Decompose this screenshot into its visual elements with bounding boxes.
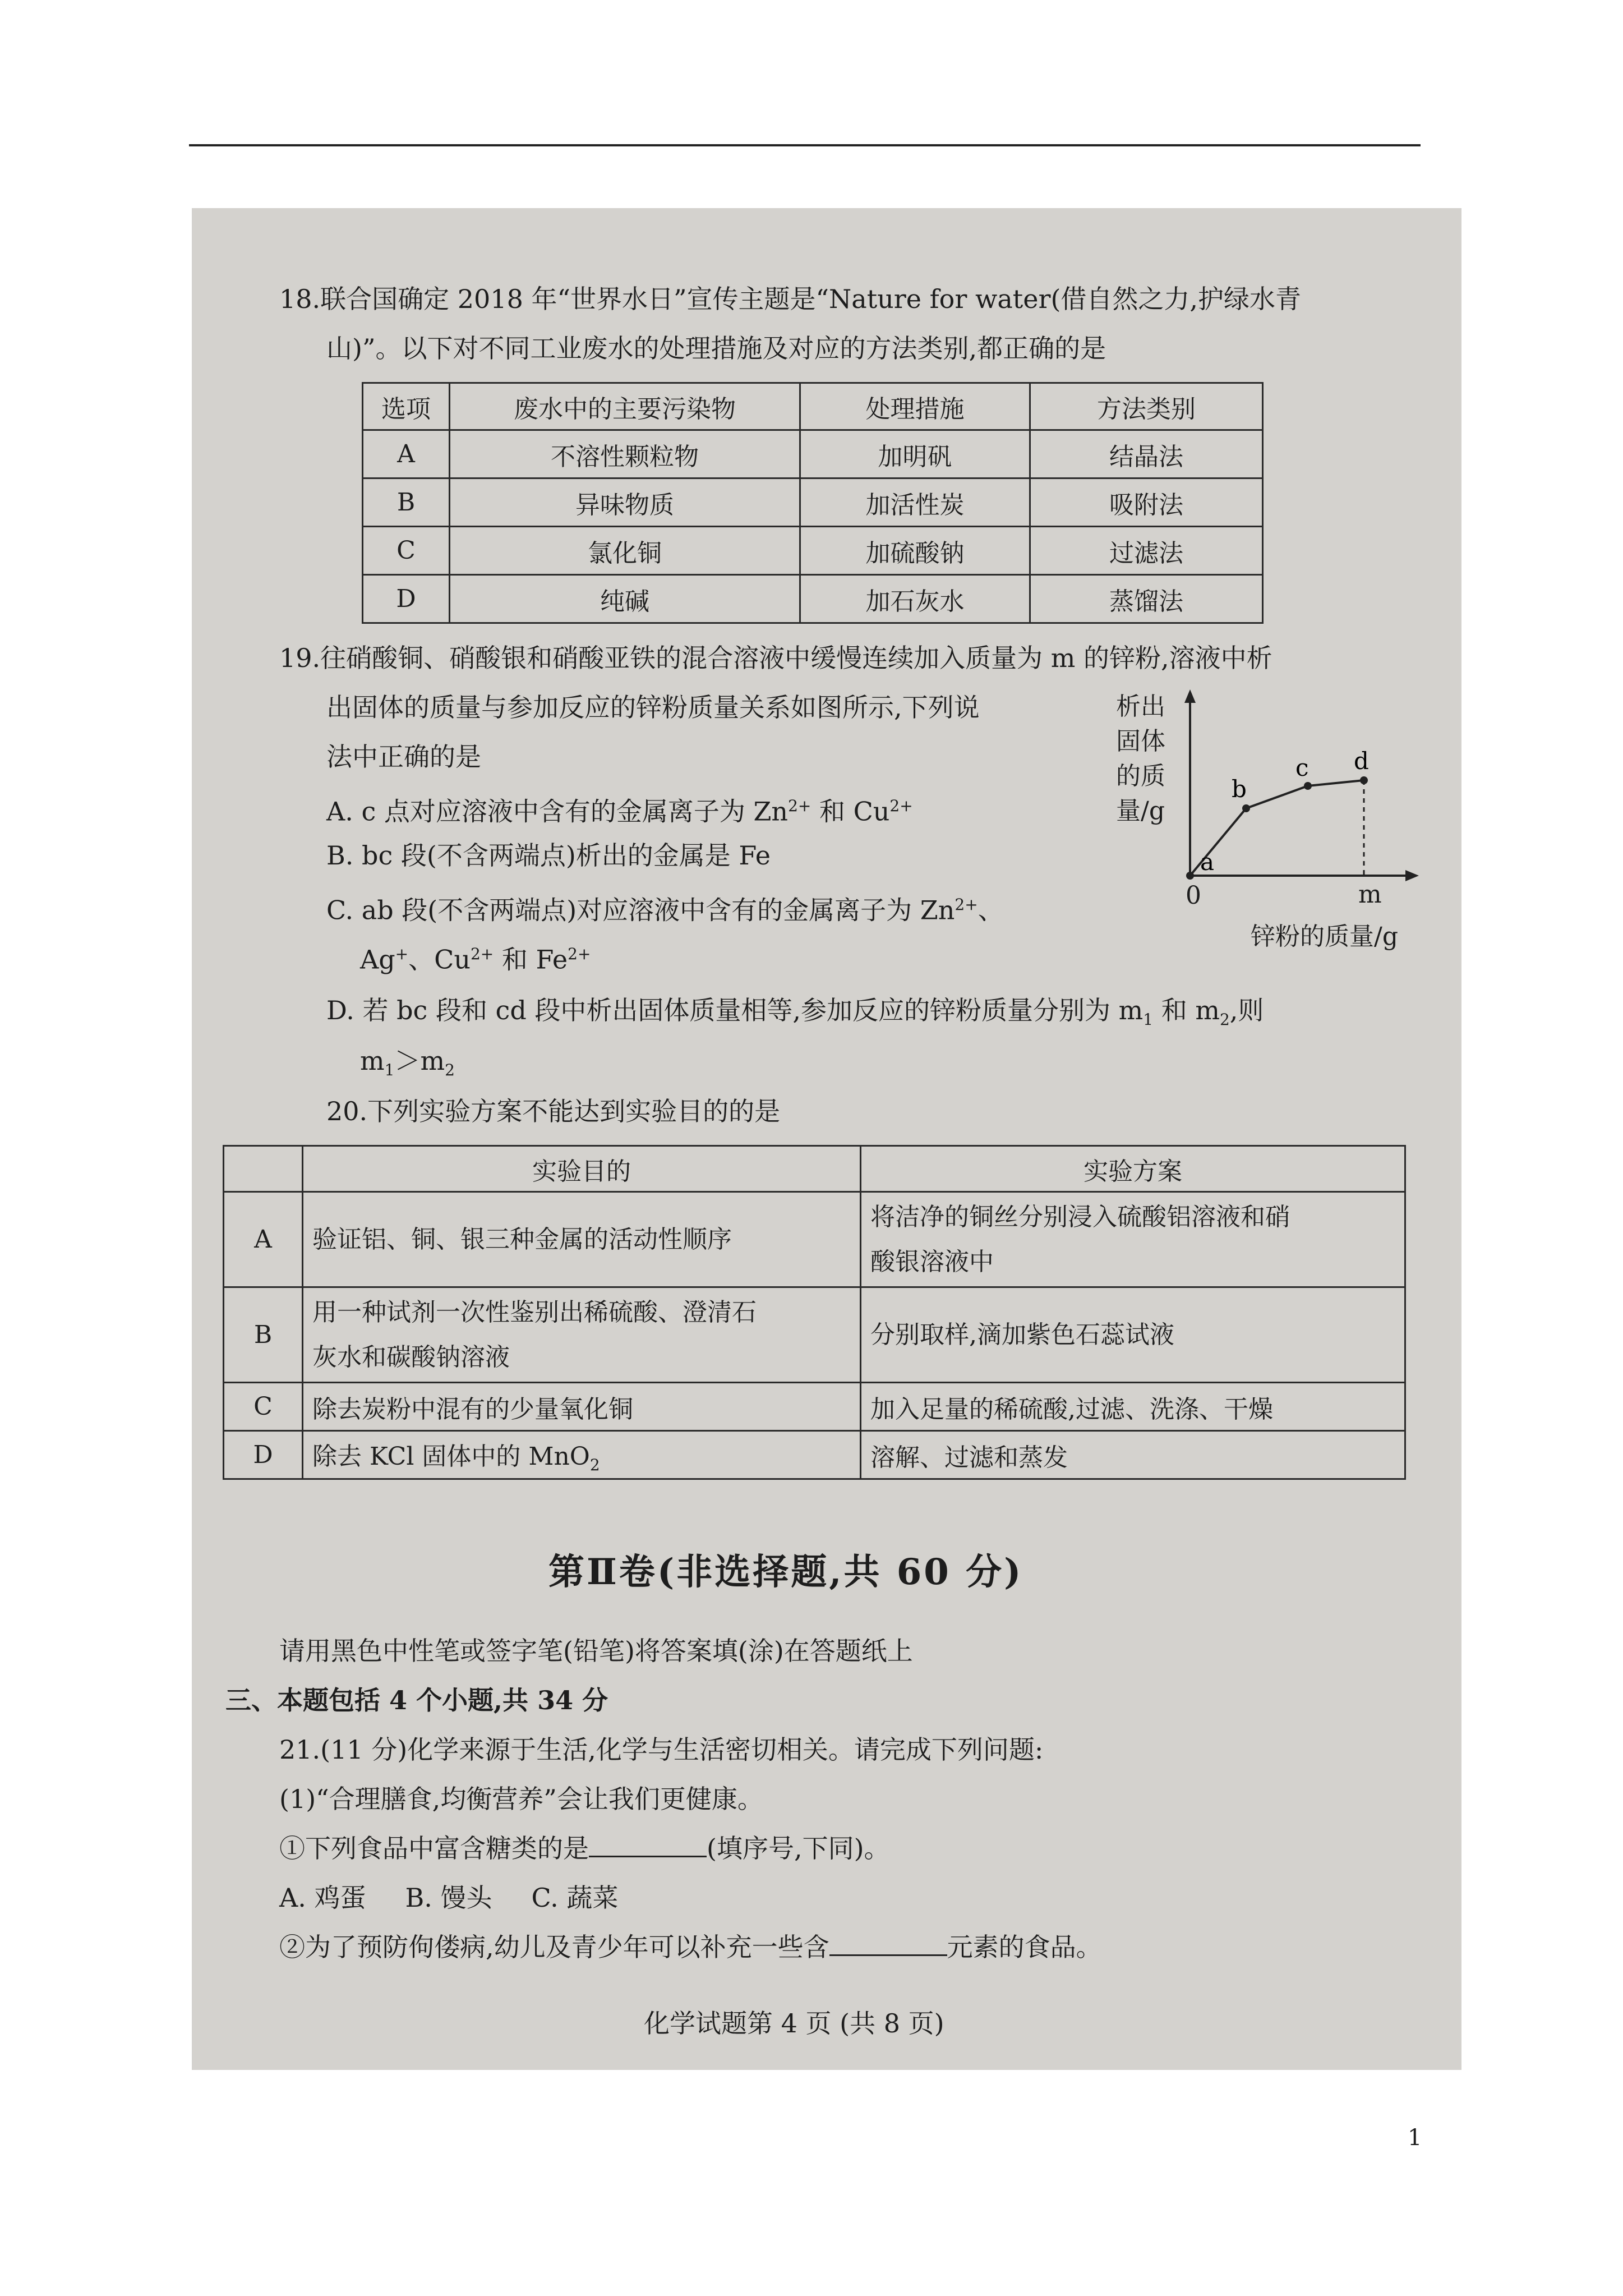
table-cell: 除去炭粉中混有的少量氧化铜 xyxy=(303,1383,861,1431)
table-cell: 将洁净的铜丝分别浸入硫酸铝溶液和硝 酸银溶液中 xyxy=(861,1192,1405,1287)
table-cell: 纯碱 xyxy=(450,575,800,623)
header-rule xyxy=(189,144,1421,146)
page-footer: 化学试题第 4 页 (共 8 页) xyxy=(644,2008,944,2039)
graph-origin-label: 0 xyxy=(1186,881,1201,910)
q19-option-d-cont: $m_1>m_2$ xyxy=(360,1046,455,1080)
table-cell: 加入足量的稀硫酸,过滤、洗涤、干燥 xyxy=(861,1383,1405,1431)
table-cell: 蒸馏法 xyxy=(1030,575,1263,623)
label-c: c xyxy=(1295,754,1309,781)
q19-option-d: D. 若 bc 段和 cd 段中析出固体质量相等,参加反应的锌粉质量分别为 $m_1$ 和 $m_2$,则 xyxy=(326,995,1264,1029)
table-cell: C xyxy=(363,527,450,575)
q19-option-c: C. ab 段(不含两端点)对应溶液中含有的金属离子为 $Zn^{2+}$、 xyxy=(326,895,1004,926)
table-cell: 结晶法 xyxy=(1030,430,1263,478)
table-cell: 用一种试剂一次性鉴别出稀硫酸、澄清石 灰水和碳酸钠溶液 xyxy=(303,1287,861,1383)
answer-blank-2[interactable] xyxy=(829,1932,947,1956)
table-cell: 氯化铜 xyxy=(450,527,800,575)
table-cell: 吸附法 xyxy=(1030,478,1263,527)
table-header-row xyxy=(363,383,1263,430)
table-header: 实验目的 xyxy=(303,1146,861,1192)
q20-table xyxy=(223,1145,1406,1480)
table-cell: 加硫酸钠 xyxy=(800,527,1030,575)
q21-stem: 21.(11 分)化学来源于生活,化学与生活密切相关。请完成下列问题: xyxy=(279,1734,1044,1765)
scanned-exam-page xyxy=(192,208,1461,2070)
table-cell: 不溶性颗粒物 xyxy=(450,430,800,478)
q20-stem: 20.下列实验方案不能达到实验目的的是 xyxy=(326,1096,781,1126)
table-cell: C xyxy=(224,1383,303,1431)
table-cell: 验证铝、铜、银三种金属的活动性顺序 xyxy=(303,1192,861,1287)
table-cell: A xyxy=(363,430,450,478)
table-row xyxy=(363,478,1263,527)
table-row xyxy=(224,1192,1405,1287)
part2-instruction: 请用黑色中性笔或签字笔(铅笔)将答案填(涂)在答题纸上 xyxy=(279,1636,913,1666)
section-heading: 三、本题包括 4 个小题,共 34 分 xyxy=(225,1685,608,1715)
table-row xyxy=(363,575,1263,623)
table-cell: D xyxy=(224,1431,303,1479)
q19-stem-line1: 19.往硝酸铜、硝酸银和硝酸亚铁的混合溶液中缓慢连续加入质量为 m 的锌粉,溶液中析 xyxy=(279,643,1272,673)
label-d: d xyxy=(1354,747,1369,775)
graph-x-axis-label: 锌粉的质量/g xyxy=(1251,922,1398,951)
y-axis-arrow xyxy=(1184,689,1196,703)
answer-blank-1[interactable] xyxy=(589,1833,707,1857)
table-header: 处理措施 xyxy=(800,383,1030,430)
point-c xyxy=(1304,782,1312,790)
table-header xyxy=(224,1146,303,1192)
label-b: b xyxy=(1232,775,1247,803)
point-d xyxy=(1360,776,1368,784)
part2-title: 第Ⅱ卷(非选择题,共 60 分) xyxy=(548,1551,1023,1593)
page-number: 1 xyxy=(1408,2125,1422,2151)
table-row xyxy=(363,430,1263,478)
table-cell: 溶解、过滤和蒸发 xyxy=(861,1431,1405,1479)
table-header: 方法类别 xyxy=(1030,383,1263,430)
point-a xyxy=(1186,872,1194,880)
q21-choices: A. 鸡蛋 B. 馒头 C. 蔬菜 xyxy=(279,1883,619,1913)
q19-option-a: A. c 点对应溶液中含有的金属离子为 $Zn^{2+}$ 和 $Cu^{2+}$ xyxy=(326,796,913,827)
table-cell: D xyxy=(363,575,450,623)
table-header: 实验方案 xyxy=(861,1146,1405,1192)
q21-sub2: ②为了预防佝偻病,幼儿及青少年可以补充一些含 元素的食品。 xyxy=(279,1932,1102,1962)
table-cell: B xyxy=(224,1287,303,1383)
table-row xyxy=(363,527,1263,575)
table-cell: 加石灰水 xyxy=(800,575,1030,623)
graph-y-axis-label: 析出 固体 的质 量/g xyxy=(1116,692,1165,825)
q19-option-b: B. bc 段(不含两端点)析出的金属是 Fe xyxy=(326,840,771,871)
table-cell: 过滤法 xyxy=(1030,527,1263,575)
table-cell: 加活性炭 xyxy=(800,478,1030,527)
table-cell: 分别取样,滴加紫色石蕊试液 xyxy=(861,1287,1405,1383)
x-axis-arrow xyxy=(1405,870,1419,881)
q18-stem-line1: 18.联合国确定 2018 年“世界水日”宣传主题是“Nature for water(借自然之力,护绿水青 xyxy=(279,284,1302,314)
q19-stem-line3: 法中正确的是 xyxy=(326,742,481,772)
table-row xyxy=(224,1431,1405,1479)
q19-graph xyxy=(1179,685,1426,892)
table-cell: B xyxy=(363,478,450,527)
table-header: 废水中的主要污染物 xyxy=(450,383,800,430)
q19-stem-line2: 出固体的质量与参加反应的锌粉质量关系如图所示,下列说 xyxy=(326,692,980,723)
table-header: 选项 xyxy=(363,383,450,430)
table-cell: A xyxy=(224,1192,303,1287)
q21-sub1: ①下列食品中富含糖类的是 (填序号,下同)。 xyxy=(279,1833,890,1864)
table-row xyxy=(224,1287,1405,1383)
q19-option-c-cont: Ag+、$Cu^{2+}$ 和 $Fe^{2+}$ xyxy=(360,944,591,975)
q18-table xyxy=(362,382,1264,624)
table-cell: 除去 KCl 固体中的 MnO$_2$ xyxy=(303,1431,861,1479)
table-row xyxy=(224,1383,1405,1431)
q21-part1: (1)“合理膳食,均衡营养”会让我们更健康。 xyxy=(279,1784,763,1814)
table-cell: 加明矾 xyxy=(800,430,1030,478)
table-cell: 异味物质 xyxy=(450,478,800,527)
label-a: a xyxy=(1200,848,1215,876)
graph-line xyxy=(1190,780,1364,876)
point-b xyxy=(1242,804,1250,812)
table-header-row xyxy=(224,1146,1405,1192)
graph-m-label: m xyxy=(1358,880,1382,909)
q18-stem-line2: 山)”。以下对不同工业废水的处理措施及对应的方法类别,都正确的是 xyxy=(326,333,1106,364)
